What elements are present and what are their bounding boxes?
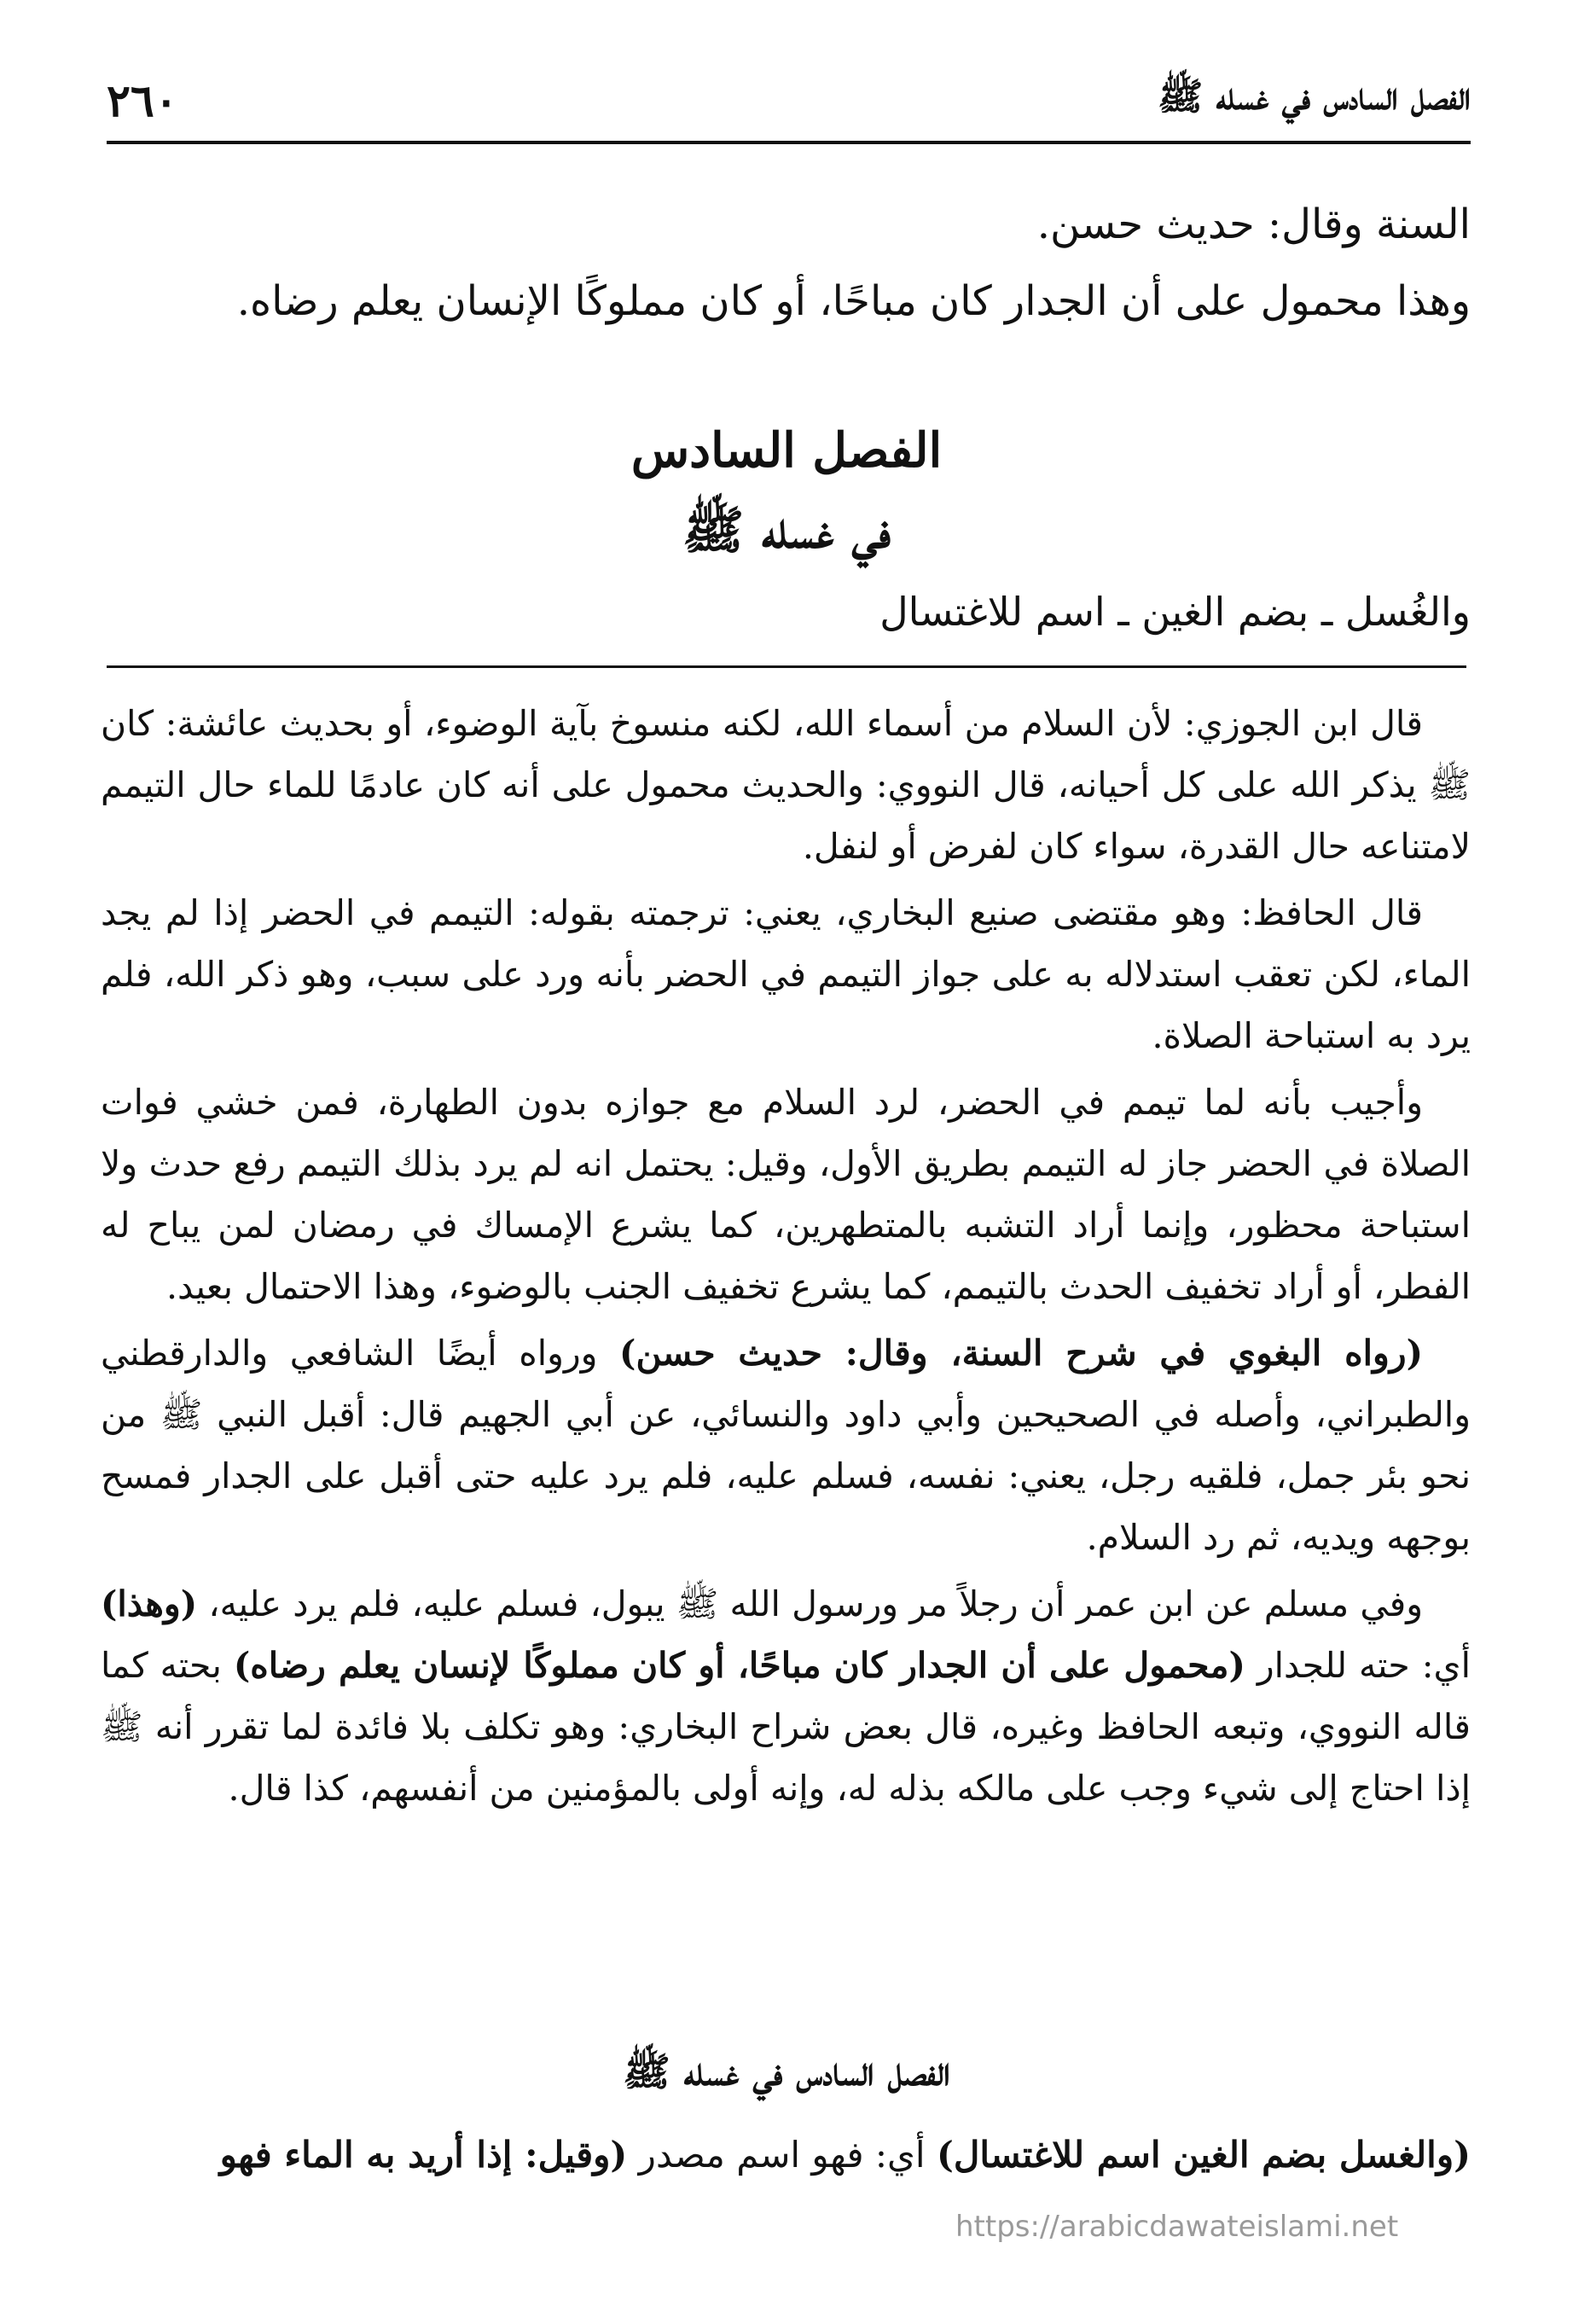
page-number: ٢٦٠ <box>107 74 178 127</box>
quoted-matn: (والغسل بضم الغين اسم للاغتسال) <box>936 2134 1471 2176</box>
quoted-matn: (رواه البغوي في شرح السنة، وقال: حديث حسن) <box>619 1333 1423 1374</box>
quoted-matn: (محمول على أن الجدار كان مباحًا، أو كان مملوكًا لإنسان يعلم رضاه) <box>233 1645 1245 1686</box>
commentary-span: وفي مسلم عن ابن عمر أن رجلاً مر ورسول الله ﷺ يبول، فسلم عليه، فلم يرد عليه، <box>197 1583 1423 1624</box>
watermark-url: https://arabicdawateislami.net <box>955 2210 1399 2244</box>
chapter-subtitle: في غسله ﷺ <box>682 501 891 561</box>
running-header-title: الفصل السادس في غسله ﷺ <box>1158 75 1471 119</box>
chapter-definition: والغُسل ـ بضم الغين ـ اسم للاغتسال <box>879 589 1471 635</box>
commentary-paragraph: قال الحافظ: وهو مقتضى صنيع البخاري، يعني: ترجمته بقوله: التيمم في الحضر إذا لم يجد الماء، لكن تعقب استدلاله به على جواز التيمم في الحضر بأنه ورد على سبب، وهو ذكر الله، فلم يرد به استباحة الصلاة. <box>101 892 1471 1056</box>
commentary-span: بحته كما قاله النووي، وتبعه الحافظ وغيره، قال بعض شراح البخاري: وهو تكلف بلا فائدة لما تقرر أنه ﷺ إذا احتاج إلى شيء وجب على مالكه بذله له، وإنه أولى بالمؤمنين من أنفسهم، كذا قال. <box>101 1645 1471 1809</box>
commentary-span: ورواه أيضًا الشافعي والدارقطني والطبراني، وأصله في الصحيحين وأبي داود والنسائي، عن أبي الجهيم قال: أقبل النبي ﷺ من نحو بئر جمل، فلقيه رجل، يعني: نفسه، فسلم عليه، فلم يرد عليه حتى أقبل على الجدار فمسح بوجهه ويديه، ثم رد السلام. <box>101 1333 1471 1558</box>
commentary-span: أي: فهو اسم مصدر <box>627 2134 937 2176</box>
commentary-paragraph: قال ابن الجوزي: لأن السلام من أسماء الله، لكنه منسوخ بآية الوضوء، أو بحديث عائشة: كان ﷺ يذكر الله على كل أحيانه، قال النووي: والحديث محمول على أنه كان عادمًا للماء حال التيمم لامتناعه حال القدرة، سواء كان لفرض أو لنفل. <box>101 703 1471 867</box>
section-heading: الفصل السادس في غسله ﷺ <box>623 2048 950 2095</box>
commentary-text <box>101 693 1471 1824</box>
matn-commentary-divider <box>107 665 1466 668</box>
matn-text <box>101 186 1471 340</box>
running-header <box>107 67 1471 135</box>
quoted-matn: (وهذا) <box>101 1583 198 1624</box>
commentary-span: أي: حته للجدار <box>1245 1645 1471 1686</box>
matn-paragraph: وهذا محمول على أن الجدار كان مباحًا، أو كان مملوكًا الإنسان يعلم رضاه. <box>236 277 1471 325</box>
quoted-matn: (وقيل: إذا أريد به الماء فهو <box>219 2134 628 2176</box>
commentary-paragraph <box>101 1322 1471 1568</box>
commentary-paragraph: وأجيب بأنه لما تيمم في الحضر، لرد السلام مع جوازه بدون الطهارة، فمن خشي فوات الصلاة في الحضر جاز له التيمم بطريق الأول، وقيل: يحتمل انه لم يرد بذلك التيمم رفع حدث ولا استباحة محظور، وإنما أراد التشبه بالمتطهرين، كما يشرع الإمساك في رمضان لمن يباح له الفطر، أو أراد تخفيف الحدث بالتيمم، كما يشرع تخفيف الجنب بالوضوء، وهذا الاحتمال بعيد. <box>101 1082 1471 1307</box>
commentary-final-line <box>101 2124 1471 2186</box>
header-rule <box>107 141 1471 144</box>
matn-line: السنة وقال: حديث حسن. <box>1036 200 1471 248</box>
chapter-title: الفصل السادس <box>630 422 943 479</box>
commentary-paragraph <box>101 1573 1471 1819</box>
